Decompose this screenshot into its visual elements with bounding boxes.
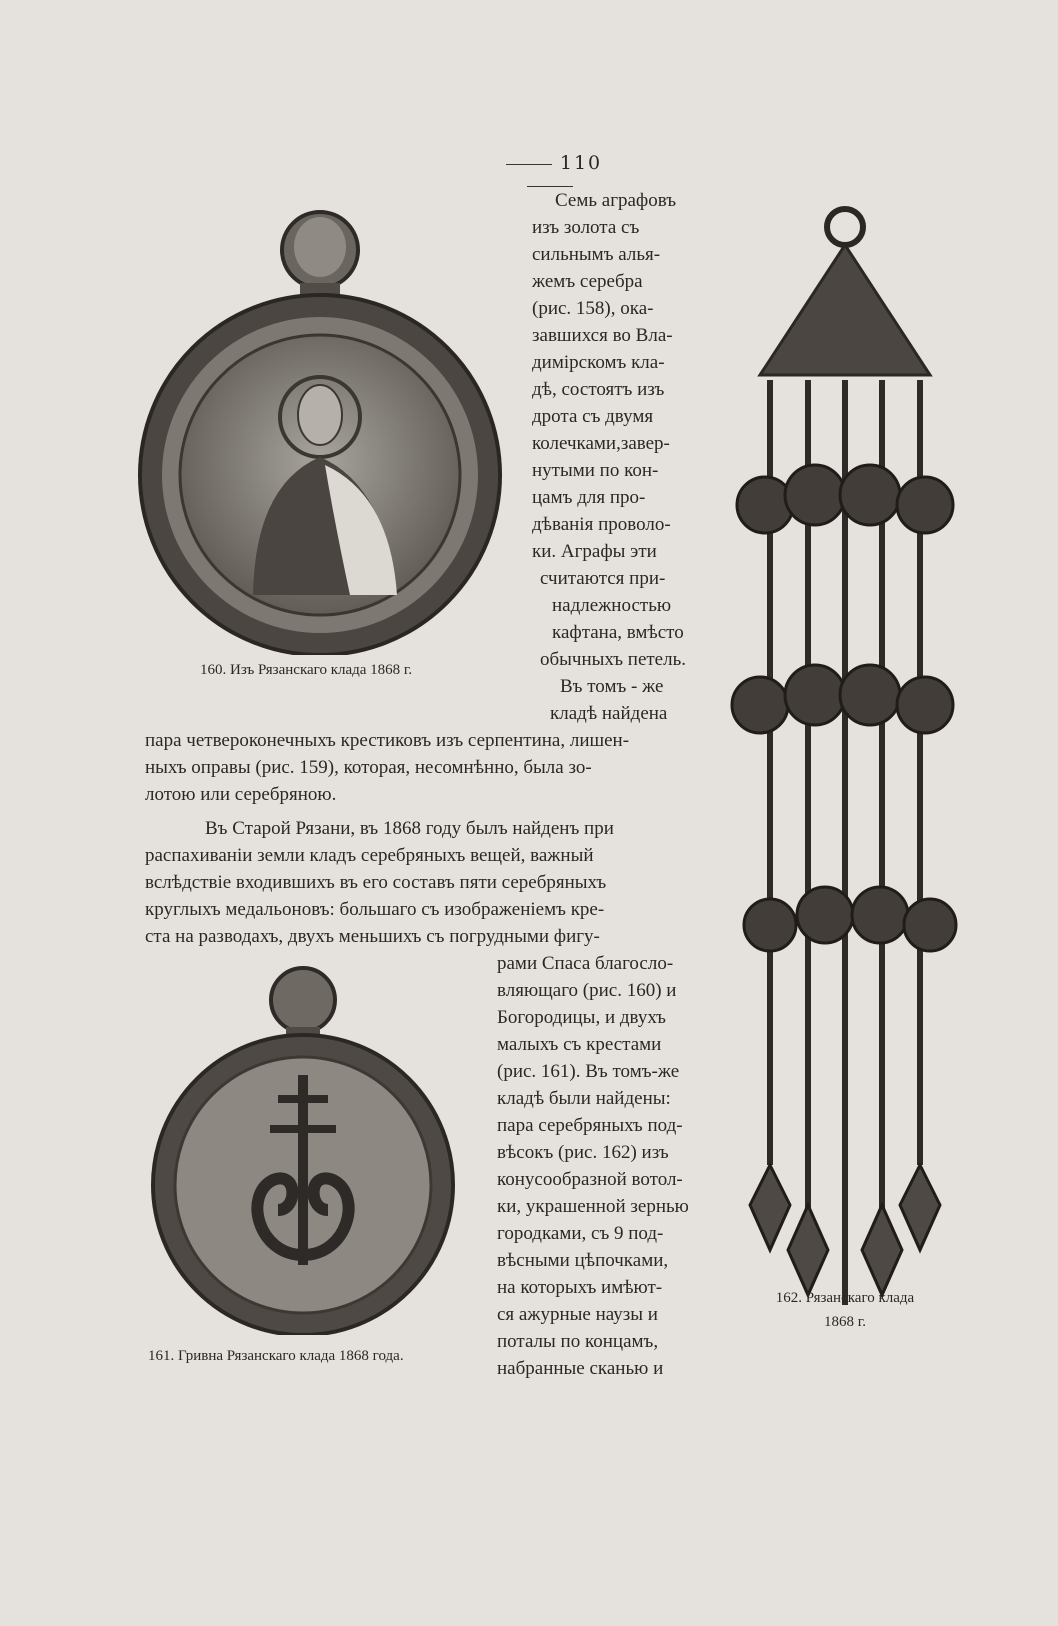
- text-line: Богородицы, и двухъ: [497, 1007, 666, 1028]
- caption-fig-161: 161. Гривна Рязанскаго клада 1868 года.: [148, 1348, 404, 1364]
- text-line: сильнымъ алья-: [532, 244, 661, 265]
- text-line: набранные сканью и: [497, 1358, 664, 1379]
- text-line: на которыхъ имѣют-: [497, 1277, 663, 1298]
- text-line: кладѣ были найдены:: [497, 1088, 671, 1109]
- text-line: дрота съ двумя: [532, 406, 654, 427]
- text-line: кафтана, вмѣсто: [552, 622, 684, 643]
- text-line: пара серебряныхъ под-: [497, 1115, 683, 1136]
- text-line: пара четвероконечныхъ крестиковъ изъ серпентина, лишен-: [145, 730, 630, 751]
- text-line: ныхъ оправы (рис. 159), которая, несомнѣнно, была зо-: [145, 757, 592, 778]
- text-line: кладѣ найдена: [550, 703, 668, 724]
- text-line: Въ Старой Рязани, въ 1868 году былъ найденъ при: [205, 818, 614, 839]
- text-line: круглыхъ медальоновъ: большаго съ изображеніемъ кре-: [145, 899, 605, 920]
- medallion-161-image: [148, 955, 458, 1335]
- text-line: надлежностью: [552, 595, 672, 616]
- caption-fig-162-line1: 162. Рязанскаго клада: [775, 1290, 915, 1306]
- text-line: городками, съ 9 под-: [497, 1223, 664, 1244]
- text-line: завшихся во Вла-: [532, 325, 673, 346]
- text-line: вѣсными цѣпочками,: [497, 1250, 669, 1271]
- text-line: вслѣдствіе входившихъ въ его составъ пяти серебряныхъ: [145, 872, 607, 893]
- text-line: (рис. 158), ока-: [532, 298, 654, 319]
- text-line: ста на разводахъ, двухъ меньшихъ съ погрудными фигу-: [145, 926, 600, 947]
- text-line: ся ажурные наузы и: [497, 1304, 658, 1325]
- text-line: ки, украшенной зернью: [497, 1196, 689, 1217]
- text-line: дѣ, состоятъ изъ: [532, 379, 665, 400]
- text-line: распахиваніи земли кладъ серебряныхъ вещей, важный: [145, 845, 594, 866]
- pendant-162-image: [730, 205, 960, 1325]
- text-line: вѣсокъ (рис. 162) изъ: [497, 1142, 669, 1163]
- text-line: нутыми по кон-: [532, 460, 659, 481]
- text-line: лотою или серебряною.: [145, 784, 337, 805]
- text-line: обычныхъ петель.: [540, 649, 687, 670]
- text-line: жемъ серебра: [532, 271, 643, 292]
- text-line: цамъ для про-: [532, 487, 646, 508]
- text-line: Семь аграфовъ: [555, 190, 677, 211]
- text-line: конусообразной вотол-: [497, 1169, 683, 1190]
- text-line: Въ томъ - же: [560, 676, 664, 697]
- text-line: малыхъ съ крестами: [497, 1034, 662, 1055]
- text-line: дѣванія проволо-: [532, 514, 671, 535]
- text-line: димірскомъ кла-: [532, 352, 665, 373]
- caption-fig-162-line2: 1868 г.: [824, 1314, 866, 1330]
- page-number: 110: [470, 152, 630, 196]
- caption-fig-160: 160. Изъ Рязанскаго клада 1868 г.: [200, 662, 413, 678]
- text-line: рами Спаса благосло-: [497, 953, 674, 974]
- text-line: поталы по концамъ,: [497, 1331, 659, 1352]
- medallion-160-image: [135, 195, 515, 655]
- text-line: колечками,завер-: [532, 433, 670, 454]
- text-line: изъ золота съ: [532, 217, 640, 238]
- text-line: (рис. 161). Въ томъ-же: [497, 1061, 680, 1082]
- text-line: вляющаго (рис. 160) и: [497, 980, 677, 1001]
- text-line: ки. Аграфы эти: [532, 541, 657, 562]
- text-line: считаются при-: [540, 568, 666, 589]
